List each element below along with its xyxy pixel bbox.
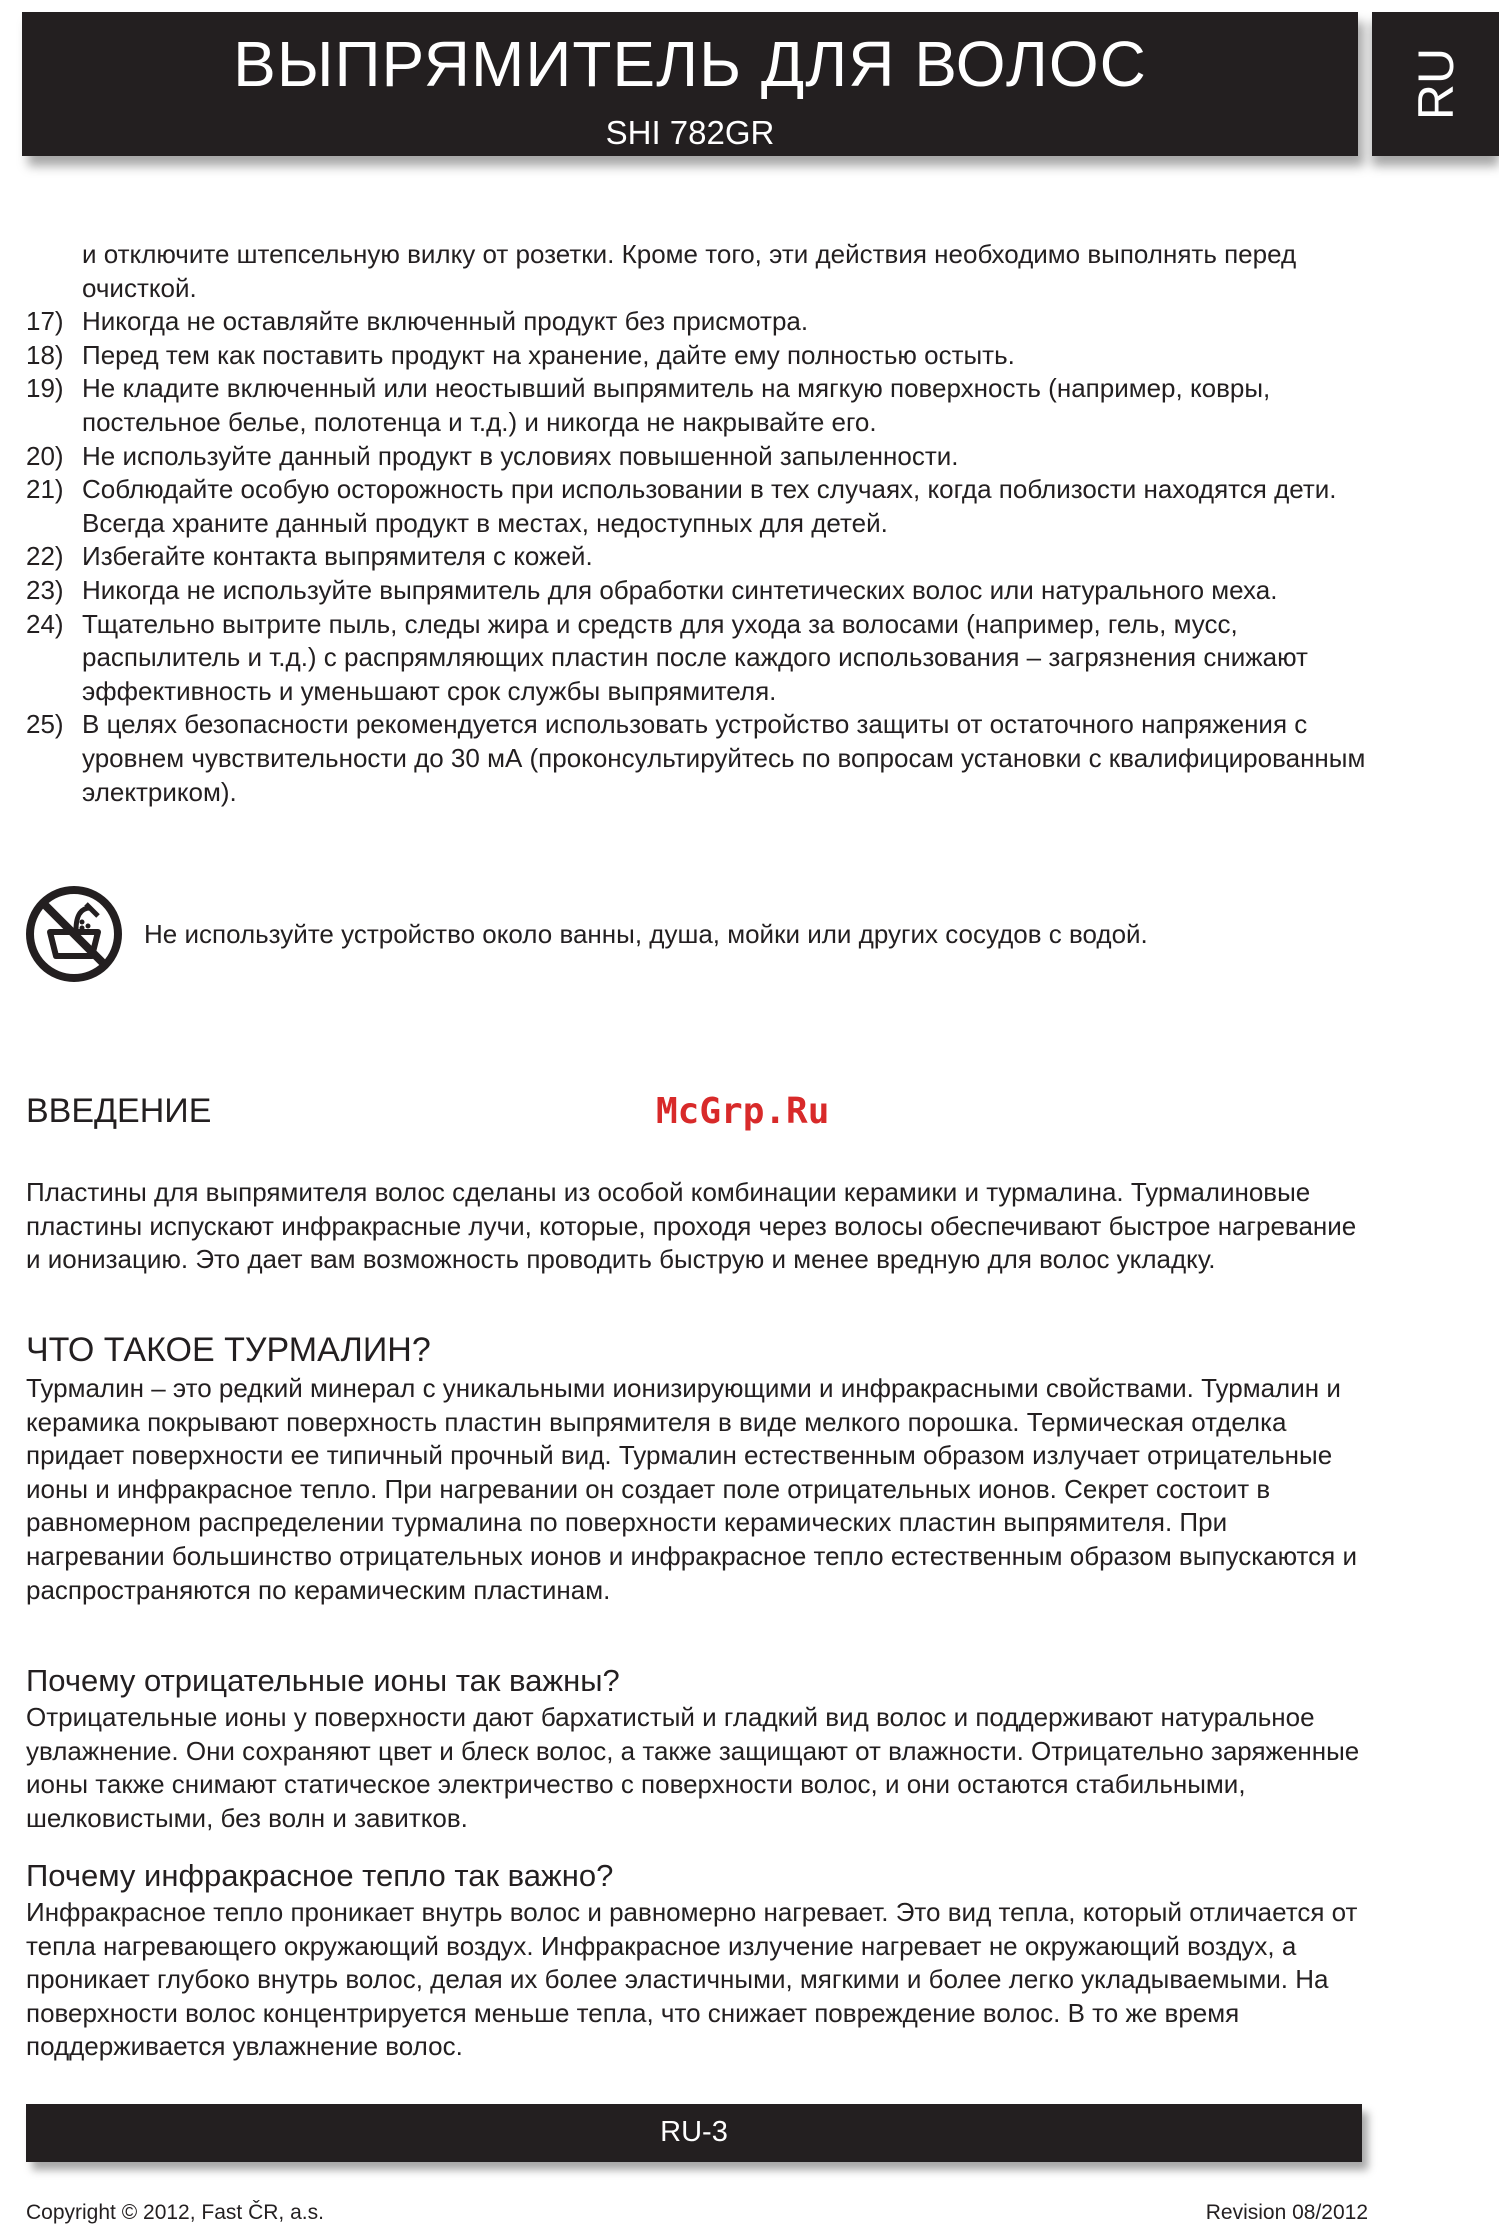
watermark: McGrp.Ru — [656, 1091, 830, 1132]
list-item: 23) Никогда не используйте выпрямитель для обработки синтетических волос или натурального меха. — [26, 574, 1278, 605]
model-number: SHI 782GR — [605, 114, 775, 151]
list-item: 17) Никогда не оставляйте включенный продукт без присмотра. — [26, 306, 809, 337]
intro-paragraph: Пластины для выпрямителя волос сделаны из особой комбинации керамики и турмалина. Турмалиновые пластины испускают инфракрасные лучи, которые, проходя через волосы обеспечивают быстрое нагревание и ионизацию. Это дает вам возможность проводить быструю и менее вредную для волос укладку. — [26, 1177, 1357, 1275]
no-water-icon — [24, 884, 124, 984]
revision: Revision 08/2012 — [1205, 2201, 1368, 2224]
list-item: 19) Не кладите включенный или неостывший выпрямитель на мягкую поверхность (например, ковры, постельное белье, полотенца и т.д.) и никогда не накрывайте его. — [26, 373, 1271, 437]
language-label: RU — [1407, 47, 1464, 121]
infrared-heading: Почему инфракрасное тепло так важно? — [26, 1858, 614, 1893]
header-bar — [22, 12, 1358, 156]
list-item: 25) В целях безопасности рекомендуется использовать устройство защиты от остаточного напряжения с уровнем чувствительности до 30 мА (проконсультируйтесь по вопросам установки с квалифицированным электриком). — [26, 709, 1366, 807]
ions-paragraph: Отрицательные ионы у поверхности дают бархатистый и гладкий вид волос и поддерживают натуральное увлажнение. Они сохраняют цвет и блеск волос, а также защищают от влажности. Отрицательно заряженные ионы также снимают статическое электричество с поверхности волос, и они остаются стабильными, шелковистыми, без волн и завитков. — [26, 1702, 1360, 1833]
water-warning — [24, 884, 1424, 984]
list-item: 24) Тщательно вытрите пыль, следы жира и средств для ухода за волосами (например, гель, мусс, распылитель и т.д.) с распрямляющих пластин после каждого использования – загрязнения снижают эффективность и уменьшают срок службы выпрямителя. — [26, 608, 1308, 706]
tourmaline-heading: ЧТО ТАКОЕ ТУРМАЛИН? — [26, 1331, 431, 1369]
intro-heading: ВВЕДЕНИЕ — [26, 1092, 212, 1130]
list-item: и отключите штепсельную вилку от розетки. Кроме того, эти действия необходимо выполнять перед очисткой. — [82, 239, 1297, 303]
safety-instructions-list — [26, 238, 1396, 809]
page-number: RU-3 — [660, 2116, 728, 2148]
copyright: Copyright © 2012, Fast ČR, a.s. — [26, 2201, 324, 2224]
warning-text: Не используйте устройство около ванны, душа, мойки или других сосудов с водой. — [144, 919, 1148, 949]
footer-bar — [26, 2104, 1362, 2162]
list-item: 18) Перед тем как поставить продукт на хранение, дайте ему полностью остыть. — [26, 339, 1015, 370]
list-item: 21) Соблюдайте особую осторожность при использовании в тех случаях, когда поблизости находятся дети. Всегда храните данный продукт в местах, недоступных для детей. — [26, 474, 1337, 538]
infrared-paragraph: Инфракрасное тепло проникает внутрь волос и равномерно нагревает. Это вид тепла, который отличается от тепла нагревающего окружающий воздух. Инфракрасное излучение нагревает не окружающий воздух, а проникает глубоко внутрь волос, делая их более эластичными, мягкими и более легко укладываемыми. На поверхности волос концентрируется меньше тепла, что снижает повреждение волос. В то же время поддерживается увлажнение волос. — [26, 1897, 1358, 2062]
language-tab — [1372, 12, 1499, 156]
list-item: 20) Не используйте данный продукт в условиях повышенной запыленности. — [26, 440, 959, 471]
document-title: ВЫПРЯМИТЕЛЬ ДЛЯ ВОЛОС — [233, 28, 1147, 100]
tourmaline-paragraph: Турмалин – это редкий минерал с уникальными ионизирующими и инфракрасными свойствами. Турмалин и керамика покрывают поверхность пластин выпрямителя в виде мелкого порошка. Термическая отделка придает поверхности ее типичный прочный вид. Турмалин естественным образом излучает отрицательные ионы и инфракрасное тепло. При нагревании он создает поле отрицательных ионов. Секрет состоит в равномерном распределении турмалина по поверхности керамических пластин выпрямителя. При нагревании большинство отрицательных ионов и инфракрасное тепло естественным образом выпускаются и распространяются по керамическим пластинам. — [26, 1373, 1357, 1605]
list-item: 22) Избегайте контакта выпрямителя с кожей. — [26, 541, 593, 572]
ions-heading: Почему отрицательные ионы так важны? — [26, 1663, 620, 1698]
